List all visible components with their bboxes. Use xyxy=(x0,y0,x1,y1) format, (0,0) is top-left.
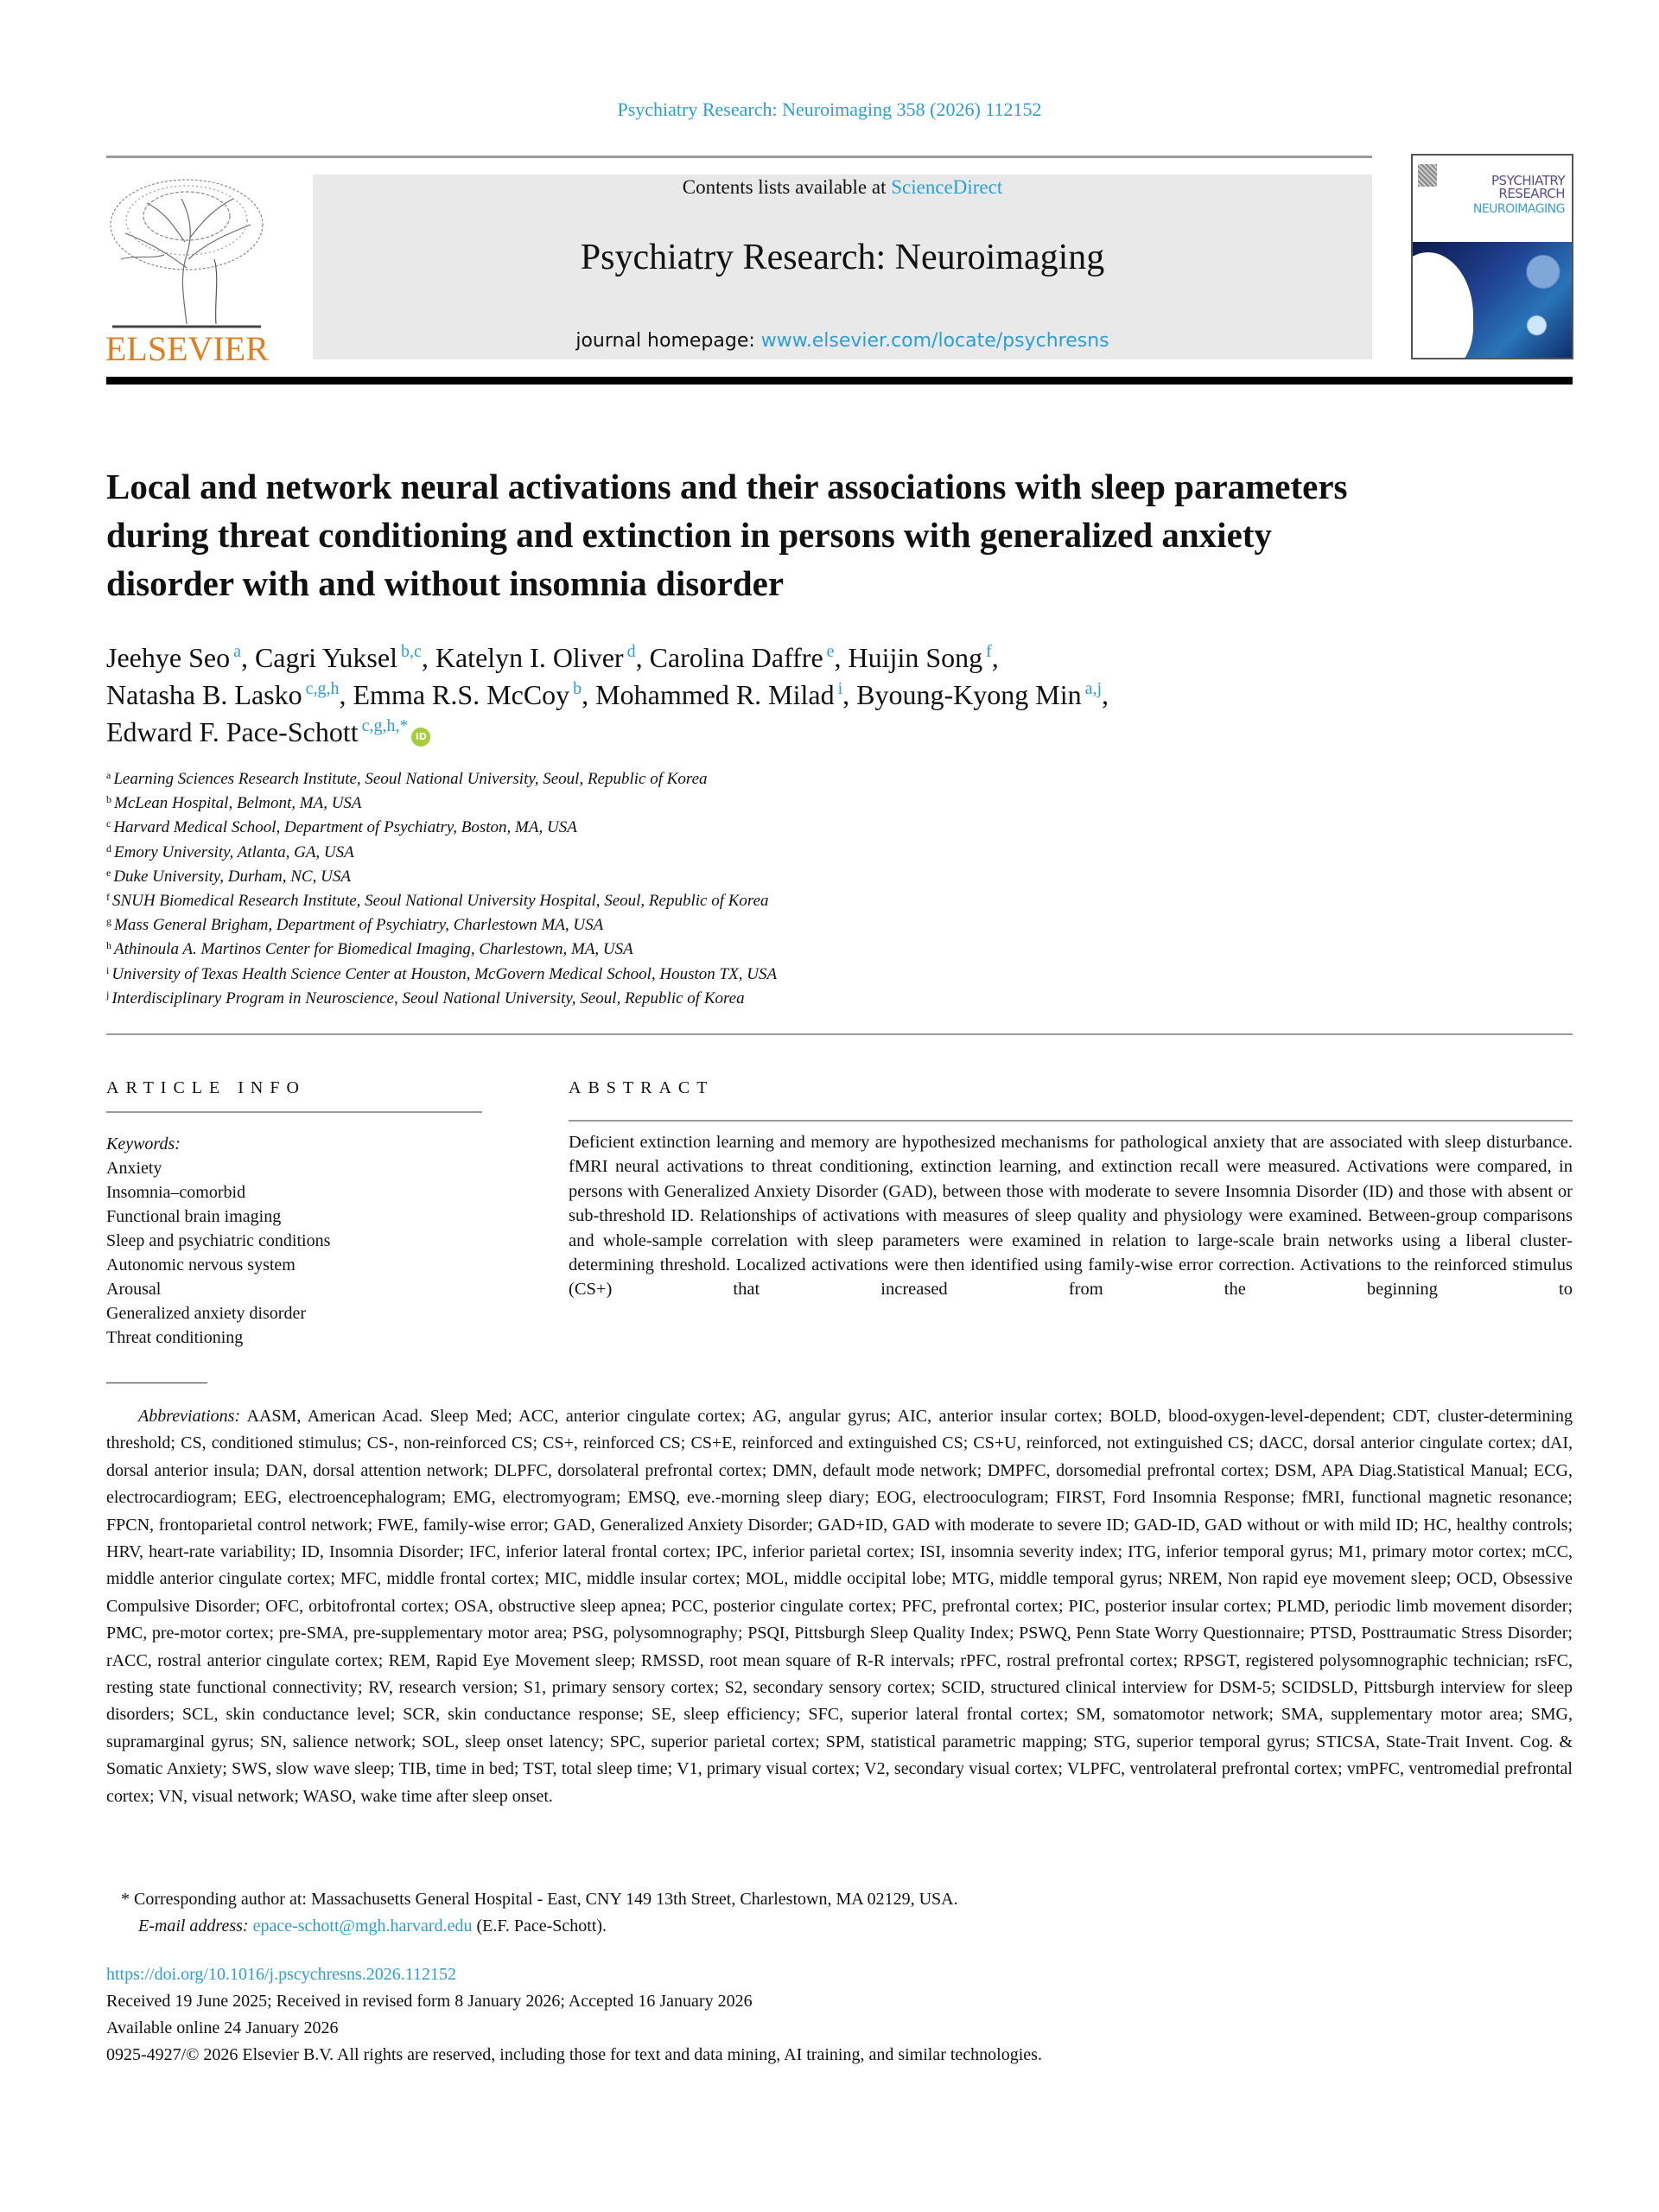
abbreviations-label: Abbreviations: xyxy=(138,1407,241,1426)
sciencedirect-link[interactable]: ScienceDirect xyxy=(891,176,1003,198)
journal-citation-link[interactable]: Psychiatry Research: Neuroimaging 358 (2026) 112152 xyxy=(617,99,1042,120)
abstract-text: Deficient extinction learning and memory are hypothesized mechanisms for pathological anxiety that are associated with sleep disturbance. fMRI neural activations to threat conditioning, extinction learning, and extinction recall were measured. Activations were compared, in persons with Generalized Anxiety Disorder (GAD), between those with moderate to severe Insomnia Disorder (ID) and those with absent or sub-threshold ID. Relationships of activations with measures of sleep quality and physiology were examined. Between-group comparisons and whole-sample correlation with sleep parameters were examined in relation to large-scale brain networks using a liberal cluster-determining threshold. Localized activations were then identified using family-wise error correction. Activations to the reinforced stimulus (CS+) that increased from the beginning to xyxy=(569,1133,1573,1300)
affiliation-text: SNUH Biomedical Research Institute, Seoul National University Hospital, Seoul, Republic of Korea xyxy=(112,892,769,911)
email-label: E-mail address: xyxy=(138,1916,249,1936)
corresponding-author-footnote xyxy=(121,1886,1573,1940)
footnote-rule xyxy=(106,1382,207,1383)
journal-title: Psychiatry Research: Neuroimaging xyxy=(580,238,1105,277)
affiliation-key: a xyxy=(106,769,111,781)
keyword-item: Functional brain imaging xyxy=(106,1207,282,1226)
author-name[interactable]: Mohammed R. Milad xyxy=(595,679,835,710)
doi-link[interactable]: https://doi.org/10.1016/j.pscychresns.2026.112152 xyxy=(106,1965,456,1984)
article-info-heading: ARTICLE INFO xyxy=(106,1078,306,1097)
author-affiliation-marker[interactable]: f xyxy=(986,642,992,661)
affiliation-text: Duke University, Durham, NC, USA xyxy=(113,867,351,886)
top-rule xyxy=(106,156,1372,158)
affiliation-key: e xyxy=(106,866,111,879)
email-line xyxy=(121,1913,1573,1940)
author-separator: , xyxy=(1102,679,1109,710)
author-separator: , xyxy=(421,642,435,673)
affiliation-item xyxy=(106,938,1402,962)
header-thick-rule xyxy=(106,377,1573,385)
author-affiliation-marker[interactable]: e xyxy=(826,642,835,661)
author-name[interactable]: Byoung-Kyong Min xyxy=(856,679,1082,710)
affiliation-key: d xyxy=(106,842,111,855)
affiliation-key: b xyxy=(106,793,111,806)
affiliation-item xyxy=(106,791,1402,816)
author-name[interactable]: Jeehye Seo xyxy=(106,642,231,673)
cover-subtitle: NEUROIMAGING xyxy=(1472,202,1565,216)
author-affiliation-marker[interactable]: a,j xyxy=(1084,679,1103,698)
keywords-label: Keywords: xyxy=(106,1135,181,1154)
author-affiliation-marker[interactable]: b,c xyxy=(400,642,422,661)
contents-line xyxy=(313,176,1372,199)
available-online: Available online 24 January 2026 xyxy=(106,2018,339,2037)
author-separator: , xyxy=(635,642,650,673)
affiliation-text: McLean Hospital, Belmont, MA, USA xyxy=(114,794,362,813)
affiliation-item xyxy=(106,865,1402,889)
journal-homepage-line xyxy=(313,330,1372,352)
journal-cover-image[interactable] xyxy=(1411,154,1573,359)
author-separator: , xyxy=(339,679,353,710)
author-affiliation-marker[interactable]: b xyxy=(573,679,582,698)
author-affiliation-marker[interactable]: c,g,h,* xyxy=(361,716,409,735)
author-separator: , xyxy=(240,642,255,673)
abbreviations-text: AASM, American Acad. Sleep Med; ACC, anterior cingulate cortex; AG, angular gyrus; AIC, anterior insular cortex; BOLD, blood-oxygen-level-dependent; CDT, cluster-determining threshold; CS, conditioned stimulus; CS-, non-reinforced CS; CS+, reinforced CS; CS+E, reinforced and extinguished CS; CS+U, reinforced, not extinguished CS; dACC, dorsal anterior cingulate cortex; dAI, dorsal anterior insula; DAN, dorsal attention network; DLPFC, dorsolateral prefrontal cortex; DMN, default mode network; DMPFC, dorsomedial prefrontal cortex; DSM, APA Diag.Statistical Manual; ECG, electrocardiogram; EEG, electroencephalogram; EMG, electromyogram; EMSQ, eve.-morning sleep diary; EOG, electrooculogram; FIRST, Ford Insomnia Response; fMRI, functional magnetic resonance; FPCN, frontoparietal control network; FWE, family-wise error; GAD, Generalized Anxiety Disorder; GAD+ID, GAD with moderate to severe ID; GAD-ID, GAD without or with mild ID; HC, healthy controls; HRV, heart-rate variability; ID, Insomnia Disorder; IFC, inferior lateral frontal cortex; IPC, inferior parietal cortex; ISI, insomnia severity index; ITG, inferior temporal gyrus; M1, primary motor cortex; mCC, middle anterior cingulate cortex; MFC, middle frontal cortex; MIC, middle insular cortex; MOL, middle occipital lobe; MTG, middle temporal gyrus; NREM, Non rapid eye movement sleep; OCD, Obsessive Compulsive Disorder; OFC, orbitofrontal cortex; OSA, obstructive sleep apnea; PCC, posterior cingulate cortex; PFC, prefrontal cortex; PIC, posterior insular cortex; PLMD, periodic limb movement disorder; PMC, pre-motor cortex; pre-SMA, pre-supplementary motor area; PSG, polysomnography; PSQI, Pittsburgh Sleep Quality Index; PSWQ, Penn State Worry Questionnaire; PTSD, Posttraumatic Stress Disorder; rACC, rostral anterior cingulate cortex; REM, Rapid Eye Movement sleep; RMSSD, root mean square of R-R intervals; rPFC, rostral prefrontal cortex; RPSGT, registered polysomnographic technician; rsFC, resting state functional connectivity; RV, research version; S1, primary sensory cortex; S2, secondary sensory cortex; SCID, structured clinical interview for DSM-5; SCIDSLD, Pittsburgh interview for sleep disorders; SCL, skin conductance level; SCR, skin conductance response; SE, sleep efficiency; SFC, superior lateral frontal cortex; SM, somatomotor network; SMA, supplementary motor area; SMG, supramarginal gyrus; SN, salience network; SOL, sleep onset latency; SPC, superior parietal cortex; SPM, statistical parametric mapping; STG, superior temporal gyrus; STICSA, State-Trait Invent. Cog. & Somatic Anxiety; SWS, slow wave sleep; TIB, time in bed; TST, total sleep time; V1, primary visual cortex; V2, secondary visual cortex; VLPFC, ventrolateral prefrontal cortex; vmPFC, ventromedial prefrontal cortex; VN, visual network; WASO, wake time after sleep onset. xyxy=(106,1407,1573,1806)
abstract-heading: ABSTRACT xyxy=(569,1078,715,1097)
copyright-notice: 0925-4927/© 2026 Elsevier B.V. All rights are reserved, including those for text and data mining, AI training, and similar technologies. xyxy=(106,2045,1042,2064)
affiliation-item xyxy=(106,816,1402,840)
received-dates: Received 19 June 2025; Received in revised form 8 January 2026; Accepted 16 January 2026 xyxy=(106,1992,753,2011)
publication-info xyxy=(106,1961,1573,2069)
contents-prefix: Contents lists available at xyxy=(682,176,892,198)
keyword-item: Anxiety xyxy=(106,1159,162,1178)
author-name[interactable]: Cagri Yuksel xyxy=(254,642,397,673)
affiliation-key: g xyxy=(106,915,111,928)
running-head[interactable] xyxy=(0,99,1659,121)
keyword-item: Arousal xyxy=(106,1280,162,1299)
author-affiliation-marker[interactable]: d xyxy=(626,642,636,661)
section-rule xyxy=(106,1033,1573,1035)
affiliation-list xyxy=(106,767,1402,1011)
cover-title-line1: PSYCHIATRY xyxy=(1491,173,1565,188)
abbreviations-footnote xyxy=(106,1403,1573,1810)
elsevier-wordmark: ELSEVIER xyxy=(105,329,269,368)
cover-elsevier-logo-icon xyxy=(1418,164,1437,187)
keyword-item: Threat conditioning xyxy=(106,1328,244,1347)
affiliation-item xyxy=(106,913,1402,938)
author-separator: , xyxy=(582,679,596,710)
author-name[interactable]: Natasha B. Lasko xyxy=(106,679,302,710)
keyword-item: Autonomic nervous system xyxy=(106,1255,296,1274)
journal-homepage-link[interactable]: www.elsevier.com/locate/psychresns xyxy=(760,330,1109,352)
author-name[interactable]: Katelyn I. Oliver xyxy=(435,642,624,673)
article-info-rule xyxy=(106,1111,482,1113)
affiliation-key: c xyxy=(106,817,111,830)
affiliation-text: Athinoula A. Martinos Center for Biomedical Imaging, Charlestown, MA, USA xyxy=(114,940,633,959)
affiliation-text: Harvard Medical School, Department of Psychiatry, Boston, MA, USA xyxy=(113,818,577,837)
affiliation-key: f xyxy=(106,891,110,904)
corresponding-address: * Corresponding author at: Massachusetts General Hospital - East, CNY 149 13th Street, Charlestown, MA 02129, USA. xyxy=(121,1890,958,1909)
keyword-item: Insomnia–comorbid xyxy=(106,1183,246,1202)
affiliation-text: University of Texas Health Science Center at Houston, McGovern Medical School, Houston TX, USA xyxy=(111,964,778,983)
abstract-rule xyxy=(569,1120,1573,1122)
author-separator: , xyxy=(842,679,857,710)
author-name[interactable]: Carolina Daffre xyxy=(649,642,823,673)
email-link[interactable]: epace-schott@mgh.harvard.edu xyxy=(252,1916,473,1936)
keywords-block xyxy=(106,1132,486,1350)
orcid-icon[interactable]: iD xyxy=(411,728,430,747)
author-affiliation-marker[interactable]: i xyxy=(837,679,843,698)
cover-title xyxy=(1491,175,1565,200)
author-list xyxy=(106,639,1489,751)
affiliation-key: h xyxy=(106,939,111,952)
email-suffix: (E.F. Pace-Schott). xyxy=(472,1916,607,1936)
author-name[interactable]: Huijin Song xyxy=(848,642,983,673)
keyword-item: Sleep and psychiatric conditions xyxy=(106,1231,331,1250)
affiliation-item xyxy=(106,889,1402,913)
affiliation-item xyxy=(106,841,1402,865)
author-name[interactable]: Edward F. Pace-Schott xyxy=(106,716,359,747)
keyword-item: Generalized anxiety disorder xyxy=(106,1304,307,1323)
author-name[interactable]: Emma R.S. McCoy xyxy=(353,679,570,710)
affiliation-item xyxy=(106,963,1402,987)
affiliation-key: j xyxy=(106,988,110,1001)
journal-masthead xyxy=(313,175,1372,359)
article-title: Local and network neural activations and their associations with sleep parameters during threat conditioning and extinction in persons with generalized anxiety disorder with and without insomnia disorder xyxy=(106,467,1348,603)
affiliation-text: Learning Sciences Research Institute, Seoul National University, Seoul, Republic of Korea xyxy=(113,770,708,788)
affiliation-item xyxy=(106,767,1402,791)
affiliation-text: Interdisciplinary Program in Neuroscience, Seoul National University, Seoul, Republic of Korea xyxy=(111,988,745,1007)
author-affiliation-marker[interactable]: c,g,h xyxy=(305,679,340,698)
homepage-prefix: journal homepage: xyxy=(575,330,761,352)
affiliation-text: Emory University, Atlanta, GA, USA xyxy=(114,842,354,861)
affiliation-text: Mass General Brigham, Department of Psychiatry, Charlestown MA, USA xyxy=(114,916,604,935)
affiliation-key: i xyxy=(106,963,110,976)
author-affiliation-marker[interactable]: a xyxy=(233,642,241,661)
author-separator: , xyxy=(834,642,849,673)
cover-title-line2: RESEARCH xyxy=(1498,186,1565,201)
keyword-list xyxy=(106,1156,486,1350)
affiliation-item xyxy=(106,987,1402,1011)
author-separator: , xyxy=(991,642,999,673)
